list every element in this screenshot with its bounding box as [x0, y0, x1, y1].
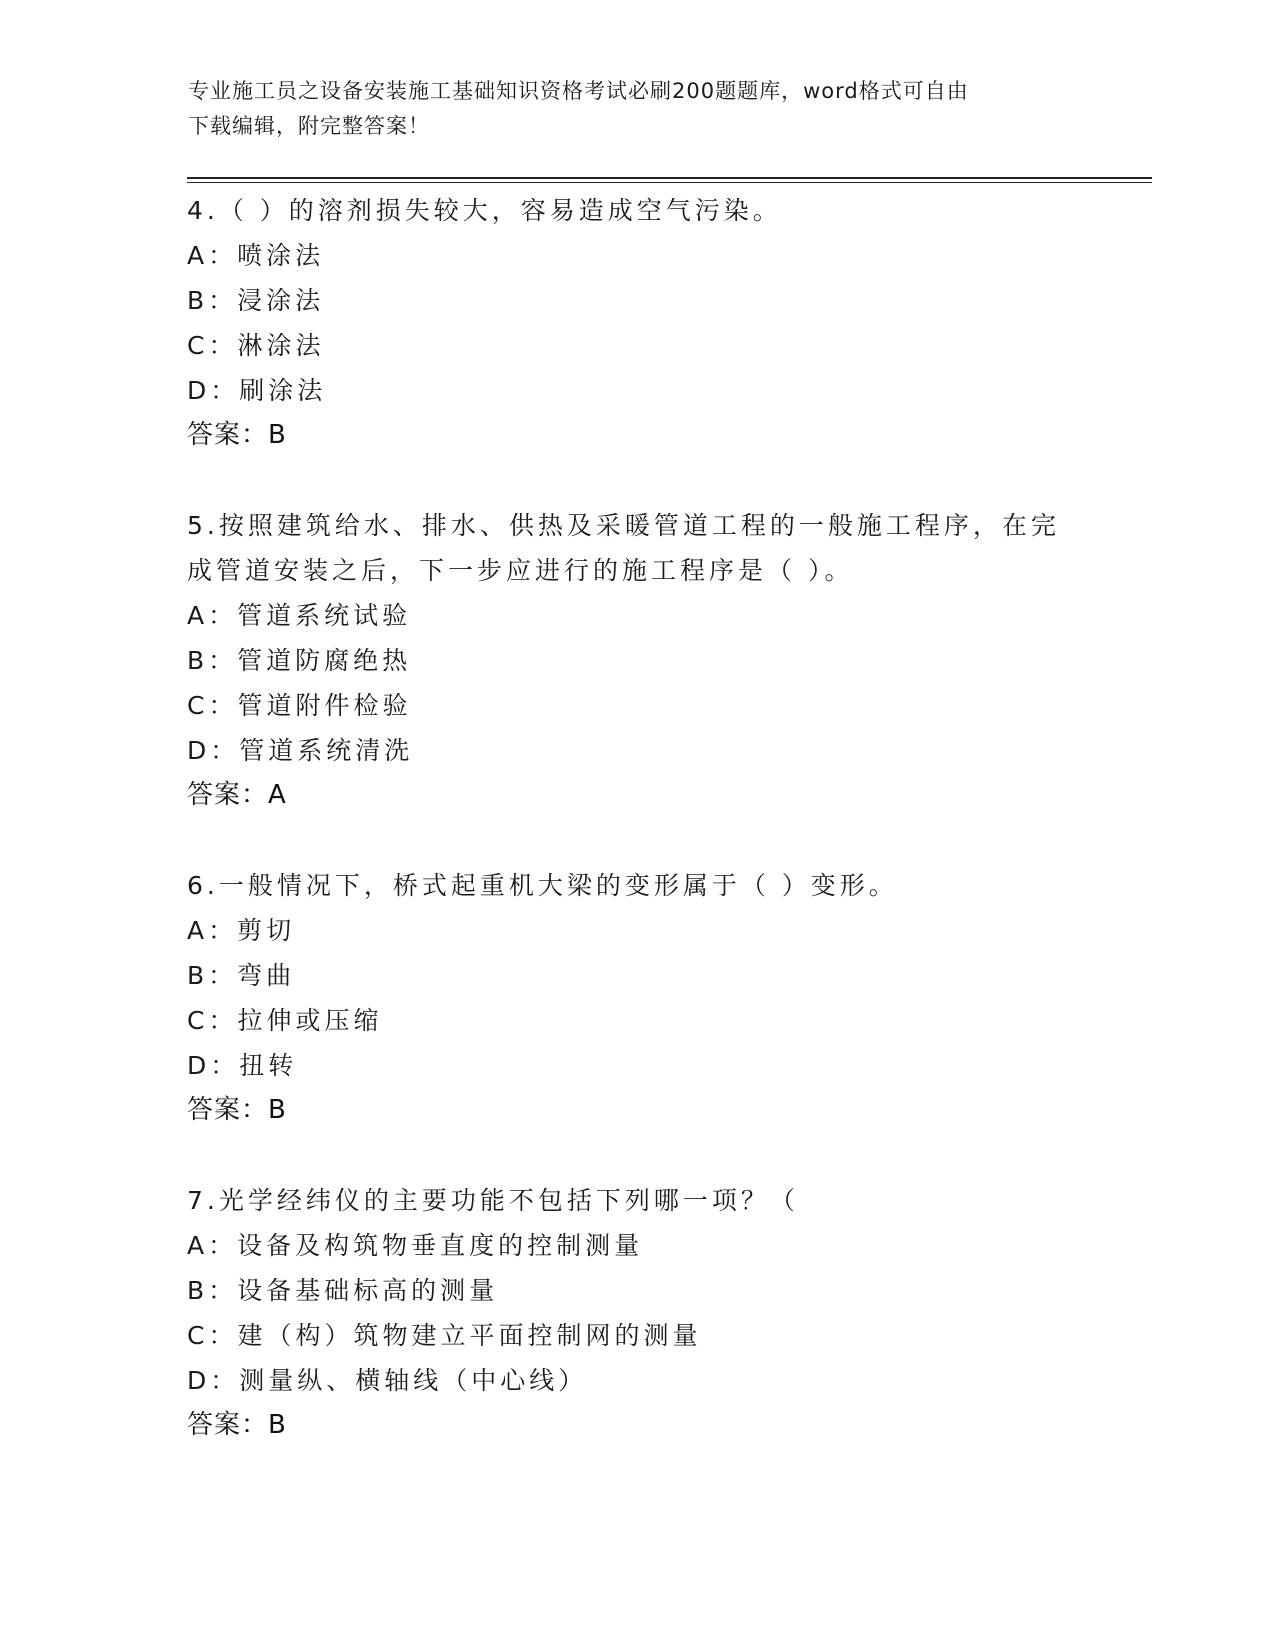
option-b: B：弯曲 — [187, 961, 296, 990]
answer-text: 答案：A — [187, 780, 287, 810]
header-divider-thin — [187, 182, 1152, 183]
question-6 — [187, 863, 1087, 1133]
header-line: 专业施工员之设备安装施工基础知识资格考试必刷200题题库，word格式可自由 — [188, 79, 969, 103]
question-text: 7.光学经纬仪的主要功能不包括下列哪一项？（ — [187, 1186, 799, 1215]
document-header — [188, 74, 1088, 144]
option-c: C：拉伸或压缩 — [187, 1006, 383, 1035]
option-c: C：建（构）筑物建立平面控制网的测量 — [187, 1321, 702, 1350]
question-text: 4.（ ）的溶剂损失较大，容易造成空气污染。 — [187, 196, 782, 225]
answer-text: 答案：B — [187, 1410, 287, 1440]
option-c: C：淋涂法 — [187, 331, 325, 360]
option-d: D：测量纵、横轴线（中心线） — [187, 1366, 588, 1395]
question-4 — [187, 188, 1087, 458]
header-divider-thick — [187, 177, 1152, 179]
option-b: B：设备基础标高的测量 — [187, 1276, 499, 1305]
question-5 — [187, 503, 1087, 818]
question-text: 成管道安装之后，下一步应进行的施工程序是（ ）。 — [187, 556, 854, 585]
option-a: A：喷涂法 — [187, 241, 325, 270]
header-line: 下载编辑，附完整答案！ — [188, 114, 430, 138]
option-a: A：管道系统试验 — [187, 601, 412, 630]
answer-text: 答案：B — [187, 420, 287, 450]
question-7 — [187, 1178, 1087, 1448]
question-text: 5.按照建筑给水、排水、供热及采暖管道工程的一般施工程序，在完 — [187, 511, 1060, 540]
option-d: D：刷涂法 — [187, 376, 327, 405]
option-a: A：设备及构筑物垂直度的控制测量 — [187, 1231, 644, 1260]
option-b: B：浸涂法 — [187, 286, 325, 315]
option-b: B：管道防腐绝热 — [187, 646, 412, 675]
option-c: C：管道附件检验 — [187, 691, 412, 720]
option-d: D：管道系统清洗 — [187, 736, 414, 765]
answer-text: 答案：B — [187, 1095, 287, 1125]
option-d: D：扭转 — [187, 1051, 298, 1080]
option-a: A：剪切 — [187, 916, 296, 945]
question-text: 6.一般情况下，桥式起重机大梁的变形属于（ ）变形。 — [187, 871, 898, 900]
